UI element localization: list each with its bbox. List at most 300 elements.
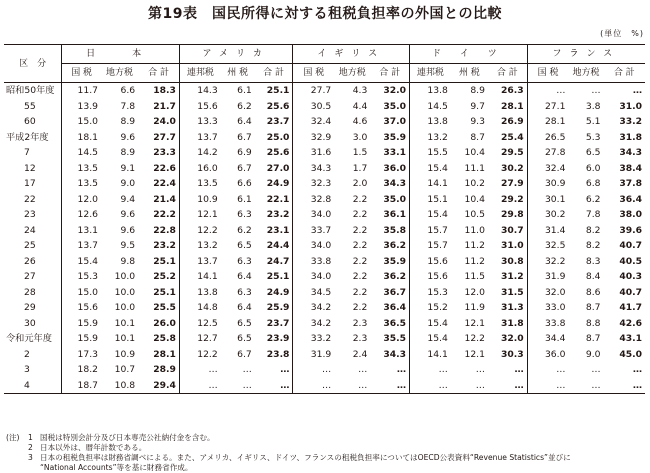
total-cell: 23.9 [266,333,290,344]
value-cell: 11.5 [464,271,485,282]
total-cell: 24.9 [266,286,290,298]
total-cell: 25.1 [266,271,290,282]
country-header-germany: ド イ ツ [410,45,528,64]
value-cell: 13.8 [179,285,220,301]
value-cell: 32.4 [527,161,568,177]
value-cell: 6.5 [237,333,252,344]
total-cell: … [280,364,290,375]
total-cell: … [514,379,524,391]
total-cell: 31.8 [500,317,524,329]
value-cell: 10.1 [114,333,136,344]
value-cell: 33.8 [527,316,568,332]
total-cell: 27.7 [153,131,176,143]
value-cell: 12.1 [179,207,220,223]
value-cell: 14.1 [410,347,451,363]
total-cell: 29.5 [500,147,524,158]
value-cell: 6.6 [120,85,136,96]
value-cell: 13.8 [410,114,451,130]
total-cell: 34.3 [619,147,642,158]
value-cell: 10.9 [114,348,136,360]
total-cell: 35.0 [383,100,407,112]
total-cell: 35.8 [383,224,407,236]
value-cell: 9.0 [585,348,601,360]
total-cell: 23.2 [153,240,176,251]
note-continuation: “National Accounts”等を基に財務省作成。 [40,463,193,472]
value-cell: 7.8 [585,209,601,220]
total-cell: 45.0 [619,348,642,360]
value-cell: 10.0 [114,302,136,313]
table-row [4,114,645,130]
value-cell: 15.7 [410,238,451,254]
value-cell: 12.0 [464,286,485,298]
table-row [4,378,645,394]
table-row [4,207,645,223]
total-cell: 33.2 [619,116,642,127]
value-cell: 15.4 [410,161,451,177]
row-label: 3 [24,364,30,375]
value-cell: 34.0 [293,238,334,254]
value-cell: 9.7 [470,100,485,112]
value-cell: 30.2 [527,207,568,223]
total-cell: 23.8 [266,348,290,360]
value-cell: 15.5 [410,145,451,161]
total-cell: 23.7 [266,317,290,329]
row-label: 27 [24,271,36,282]
total-cell: 25.8 [153,333,176,344]
table-title: 第19表 国民所得に対する租税負担率の外国との比較 [148,6,502,22]
value-cell: 6.5 [237,240,252,251]
total-cell: … [396,379,407,391]
value-cell: 9.6 [120,209,136,220]
value-cell: 1.7 [352,162,368,174]
total-cell: 36.1 [383,209,407,220]
value-cell: 12.2 [179,347,220,363]
value-cell: 6.2 [237,224,252,236]
table-row [4,238,645,254]
subheader-cell: 連邦税 [179,64,220,83]
value-cell: 15.0 [62,114,101,130]
value-cell: 15.6 [179,99,220,115]
row-label: 60 [24,116,36,127]
value-cell: 15.9 [62,331,101,347]
value-cell: 2.2 [352,193,368,205]
value-cell: 2.2 [352,240,368,251]
value-cell: 15.1 [410,192,451,208]
total-cell: 35.5 [383,333,407,344]
value-cell: 3.8 [585,100,601,112]
value-cell: 8.9 [120,116,136,127]
subheader-cell: 合 計 [370,64,409,83]
note-line [6,433,571,443]
value-cell: 9.8 [120,255,136,267]
value-cell: 13.3 [179,114,220,130]
total-cell: 22.4 [153,178,176,189]
table-row [4,362,645,378]
row-label: 令和元年度 [6,333,52,344]
value-cell: 11.2 [464,255,485,267]
value-cell: 11.7 [62,83,101,99]
value-cell: 11.0 [464,224,485,236]
value-cell: 15.4 [410,316,451,332]
row-label: 29 [24,302,36,313]
value-cell: 10.1 [114,317,136,329]
total-cell: 25.1 [153,255,176,267]
total-cell: 34.3 [383,348,407,360]
total-cell: 40.7 [619,240,642,251]
value-cell: 34.0 [293,207,334,223]
value-cell: 2.2 [352,286,368,298]
value-cell: 13.9 [62,99,101,115]
total-cell: 29.8 [500,209,524,220]
value-cell: 6.4 [237,116,252,127]
value-cell: … [475,379,485,391]
value-cell: … [358,364,368,375]
note-text: 日本以外は、暦年計数である。 [40,443,147,452]
value-cell: 15.0 [62,285,101,301]
subheader-cell: 国 税 [62,64,101,83]
value-cell: 8.7 [585,302,601,313]
total-cell: 21.4 [153,193,176,205]
table-row [4,145,645,161]
value-cell: … [591,379,601,391]
value-cell: … [527,378,568,394]
notes [6,433,571,473]
value-cell: 15.6 [410,269,451,285]
total-cell: 36.4 [619,193,642,205]
note-line [6,443,571,453]
value-cell: 8.4 [585,271,601,282]
total-cell: 36.2 [383,271,407,282]
value-cell: 8.9 [120,147,136,158]
value-cell: 2.2 [352,302,368,313]
value-cell: … [242,364,252,375]
value-cell: 6.5 [585,147,601,158]
total-cell: 32.0 [500,333,524,344]
value-cell: 32.9 [293,130,334,146]
total-cell: 24.7 [266,255,290,267]
value-cell: 14.1 [179,269,220,285]
total-cell: 35.9 [383,255,407,267]
value-cell: 4.3 [352,85,368,96]
value-cell: 9.5 [120,240,136,251]
value-cell: 10.8 [114,379,136,391]
value-cell: 30.5 [293,99,334,115]
value-cell: 15.4 [410,331,451,347]
total-cell: 30.3 [500,348,524,360]
value-cell: 16.0 [179,161,220,177]
value-cell: 10.9 [179,192,220,208]
value-cell: … [475,364,485,375]
value-cell: 13.5 [179,176,220,192]
total-cell: 27.0 [266,162,290,174]
value-cell: 2.3 [352,333,368,344]
row-label: 2 [24,348,30,360]
value-cell: 6.2 [585,193,601,205]
total-cell: 22.6 [153,162,176,174]
total-cell: … [632,379,642,391]
total-cell: 27.9 [500,178,524,189]
subheader-cell: 国 税 [293,64,334,83]
value-cell: 34.0 [293,269,334,285]
subheader-cell: 地方税 [101,64,138,83]
value-cell: 10.7 [114,364,136,375]
total-cell: 36.5 [383,317,407,329]
subheader-cell: 地方税 [334,64,370,83]
note-text: 日本の租税負担率は財務省調べによる。また、アメリカ、イギリス、ドイツ、フランスの租税負担率についてはOECD公表資料“Revenue Statistics”並びに [40,453,571,462]
value-cell: 30.1 [527,192,568,208]
total-cell: 24.4 [266,240,290,251]
value-cell: 6.1 [237,193,252,205]
subheader-cell: 合 計 [488,64,527,83]
value-cell: 12.2 [179,223,220,239]
value-cell: 6.7 [237,162,252,174]
total-cell: 31.2 [500,271,524,282]
value-cell: 6.0 [585,162,601,174]
value-cell: 33.0 [527,300,568,316]
value-cell: 8.2 [585,224,601,236]
total-cell: 23.1 [266,224,290,236]
subheader-cell: 州 税 [451,64,488,83]
value-cell: 12.1 [464,348,485,360]
value-cell: 2.3 [352,317,368,329]
value-cell: 9.3 [470,116,485,127]
value-cell: 6.8 [585,178,601,189]
value-cell: 14.5 [410,99,451,115]
row-label: 平成2年度 [6,131,49,143]
subheader-cell: 州 税 [221,64,255,83]
value-cell: 31.9 [293,347,334,363]
value-cell: 33.8 [293,254,334,270]
value-cell: 15.6 [410,254,451,270]
total-cell: 37.8 [619,178,642,189]
value-cell: 34.3 [293,161,334,177]
value-cell: 32.4 [293,114,334,130]
value-cell: 15.7 [410,223,451,239]
value-cell: 2.0 [352,178,368,189]
country-header-uk: イギリス [293,45,410,64]
total-cell: 36.4 [383,302,407,313]
value-cell: 10.0 [114,271,136,282]
value-cell: 10.5 [464,209,485,220]
value-cell: 18.1 [62,130,101,146]
total-cell: 25.6 [266,147,290,158]
value-cell: 10.4 [464,147,485,158]
value-cell: 12.1 [464,317,485,329]
total-cell: 18.3 [153,85,176,96]
value-cell: … [242,379,252,391]
total-cell: 24.9 [266,178,290,189]
note-number: 3 [28,453,33,462]
value-cell: 34.5 [293,285,334,301]
total-cell: 33.1 [383,147,407,158]
table-row [4,285,645,301]
row-label: 23 [24,209,36,220]
value-cell: 11.9 [464,302,485,313]
value-cell: 2.2 [352,224,368,236]
value-cell: 6.2 [237,100,252,112]
value-cell: … [527,83,568,99]
value-cell: … [591,364,601,375]
total-cell: 26.3 [500,85,524,96]
value-cell: 13.7 [179,254,220,270]
value-cell: … [179,362,220,378]
value-cell: 2.2 [352,271,368,282]
row-label: 22 [24,193,36,205]
value-cell: 11.2 [464,240,485,251]
value-cell: 15.4 [62,254,101,270]
value-cell: 31.9 [527,269,568,285]
row-label: 12 [24,162,36,174]
row-label: 25 [24,240,36,251]
value-cell: … [410,378,451,394]
value-cell: 15.4 [410,207,451,223]
value-cell: 34.2 [293,300,334,316]
total-cell: 24.0 [153,116,176,127]
total-cell: 43.1 [619,333,642,344]
value-cell: 15.3 [62,269,101,285]
total-cell: 31.0 [500,240,524,251]
table-row [4,130,645,146]
total-cell: … [514,364,524,375]
total-cell: 31.0 [619,100,642,112]
value-cell: 8.7 [585,333,601,344]
value-cell: 6.1 [237,85,252,96]
total-cell: 26.9 [500,116,524,127]
subheader-cell: 合 計 [255,64,293,83]
value-cell: 13.7 [179,130,220,146]
value-cell: 12.7 [179,331,220,347]
total-cell: 25.1 [266,85,290,96]
value-cell: 6.3 [237,255,252,267]
value-cell: 32.3 [293,176,334,192]
value-cell: 9.4 [120,193,136,205]
value-cell: 33.7 [293,223,334,239]
value-cell: 18.2 [62,362,101,378]
value-cell: … [410,362,451,378]
value-cell: 5.1 [585,116,601,127]
value-cell: 14.1 [410,176,451,192]
row-label: 17 [24,178,36,189]
value-cell: 36.0 [527,347,568,363]
total-cell: 29.4 [153,379,176,391]
total-cell: … [632,85,642,96]
total-cell: 40.5 [619,255,642,267]
total-cell: 39.6 [619,224,642,236]
value-cell: 26.5 [527,130,568,146]
row-label: 24 [24,224,36,236]
value-cell: 13.1 [62,223,101,239]
value-cell: 13.5 [62,161,101,177]
value-cell: 8.9 [470,85,485,96]
total-cell: 25.4 [500,131,524,143]
value-cell: 2.2 [352,209,368,220]
value-cell: 6.9 [237,147,252,158]
country-header-france: フランス [527,45,645,64]
value-cell: 12.6 [62,207,101,223]
value-cell: 13.7 [62,238,101,254]
value-cell: 31.6 [293,145,334,161]
value-cell: … [293,362,334,378]
total-cell: … [632,364,642,375]
table-row [4,347,645,363]
value-cell: 14.2 [179,145,220,161]
value-cell: 8.8 [585,317,601,329]
value-cell: 12.0 [62,192,101,208]
value-cell: 10.0 [114,286,136,298]
kubun-header: 区 分 [4,45,62,83]
table-row [4,300,645,316]
total-cell: 36.2 [383,240,407,251]
value-cell: 6.3 [237,209,252,220]
total-cell: … [280,379,290,391]
value-cell: 30.9 [527,176,568,192]
value-cell: 12.2 [464,333,485,344]
value-cell: … [358,379,368,391]
subheader-cell: 合 計 [604,64,646,83]
value-cell: 27.7 [293,83,334,99]
value-cell: 32.5 [527,238,568,254]
note-number: 2 [28,443,33,452]
value-cell: 8.3 [585,255,601,267]
note-number: 1 [28,433,33,442]
value-cell: 14.8 [179,300,220,316]
value-cell: 9.6 [120,131,136,143]
table-row [4,223,645,239]
row-label: 7 [24,147,30,158]
total-cell: 25.2 [153,271,176,282]
tax-burden-table [4,44,645,394]
value-cell: 27.8 [527,145,568,161]
row-label: 28 [24,286,36,298]
value-cell: 8.7 [470,131,485,143]
total-cell: 30.8 [500,255,524,267]
table-row [4,176,645,192]
value-cell: 6.4 [237,271,252,282]
total-cell: 36.7 [383,286,407,298]
value-cell: 13.8 [410,83,451,99]
total-cell: 22.1 [266,193,290,205]
table-row [4,269,645,285]
total-cell: 22.2 [153,209,176,220]
total-cell: 25.9 [266,302,290,313]
country-header-japan: 日 本 [62,45,180,64]
total-cell: 35.0 [383,193,407,205]
value-cell: 14.3 [179,83,220,99]
total-cell: 23.2 [266,209,290,220]
value-cell: 9.1 [120,162,136,174]
total-cell: 41.7 [619,302,642,313]
total-cell: 21.7 [153,100,176,112]
row-label: 4 [24,379,30,391]
row-label: 昭和50年度 [6,85,55,96]
value-cell: 7.8 [120,100,136,112]
value-cell: 31.4 [527,223,568,239]
total-cell: 25.0 [266,131,290,143]
value-cell: 32.8 [293,192,334,208]
value-cell: 8.2 [585,240,601,251]
table-row [4,99,645,115]
total-cell: 31.8 [619,131,642,143]
note-text: 国税は特別会計分及び日本専売公社納付金を含む。 [40,433,215,442]
total-cell: 38.0 [619,209,642,220]
value-cell: 9.0 [120,178,136,189]
row-label: 55 [24,100,36,112]
value-cell: 10.2 [464,178,485,189]
total-cell: 29.2 [500,193,524,205]
value-cell: 32.0 [527,285,568,301]
total-cell: 28.9 [153,364,176,375]
value-cell: 9.6 [120,224,136,236]
